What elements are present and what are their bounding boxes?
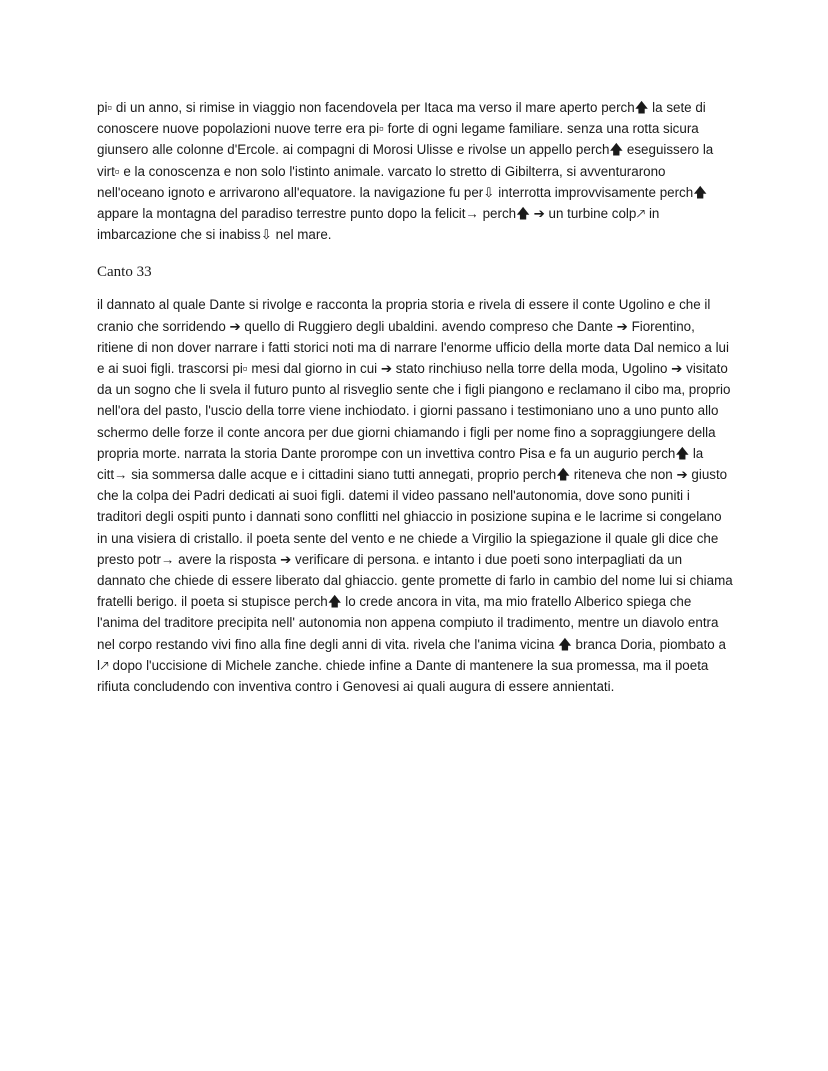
section-heading: Canto 33 [97,264,152,281]
paragraph-canto-33: il dannato al quale Dante si rivolge e racconta la propria storia e rivela di essere il conte Ugolino e che il cranio che sorridendo ➔ quello di Ruggiero degli ubaldini. avendo compreso che Dante ➔ Fiorentino, ritiene di non dover narrare i fatti storici noti ma di narrare l'enorme ufficio della morte data Dal nemico a lui e ai suoi figli. trascorsi pi▫ mesi dal giorno in cui ➔ stato rinchiuso nella torre della moda, Ugolino ➔ visitato da un sogno che li svela il futuro punto al risveglio sente che i figli piangono e reclamano il cibo ma, proprio nell'ora del pasto, l'uscio della torre viene inchiodato. i giorni passano i testimoniano uno a uno punto allo schermo delle forze il conte ancora per due giorni chiamando i figli per nome fino a sopraggiungere della propria morte. narrata la storia Dante prorompe con un invettiva contro Pisa e fa un augurio perch🡅 la citt→ sia sommersa dalle acque e i cittadini siano tutti annegati, proprio perch🡅 riteneva che non ➔ giusto che la colpa dei Padri dedicati ai suoi figli. datemi il video passano nell'autonomia, dove sono puniti i traditori degli ospiti punto i dannati sono conflitti nel ghiaccio in posizione supina e le lacrime si congelano in una visiera di cristallo. il poeta sente del vento e ne chiede a Virgilio la spiegazione il quale gli dice che presto potr→ avere la risposta ➔ verificare di persona. e intanto i due poeti sono interpagliati da un dannato che chiede di essere liberato dal ghiaccio. gente promette di farlo in cambio del nome lui si chiama fratelli berigo. il poeta si stupisce perch🡅 lo crede ancora in vita, ma mio fratello Alberico spiega che l'anima del traditore precipita nell' autonomia non appena compiuto il tradimento, mentre un diavolo entra nel corpo restando vivi fino alla fine degli anni di vita. rivela che l'anima vicina 🡅 branca Doria, piombato a l🡕 dopo l'uccisione di Michele zanche. chiede infine a Dante di mantenere la sua promessa, ma il poeta rifiuta concludendo con inventiva contro i Genovesi ai quali augura di essere annientati. [97,297,733,695]
paragraph-canto-32-end: pi▫ di un anno, si rimise in viaggio non facendovela per Itaca ma verso il mare aperto perch🡅 la sete di conoscere nuove popolazioni nuove terre era pi▫ forte di ogni legame familiare. senza una rotta sicura giunsero alle colonne d'Ercole. ai compagni di Morosi Ulisse e rivolse un appello perch🡅 eseguissero la virt▫ e la conoscenza e non solo l'istinto animale. varcato lo stretto di Gibilterra, si avventurarono nell'oceano ignoto e arrivarono all'equatore. la navigazione fu per⇩ interrotta improvvisamente perch🡅 appare la montagna del paradiso terrestre punto dopo la felicit→ perch🡅 ➔ un turbine colp🡕 in imbarcazione che si inabiss⇩ nel mare. [97,100,714,243]
